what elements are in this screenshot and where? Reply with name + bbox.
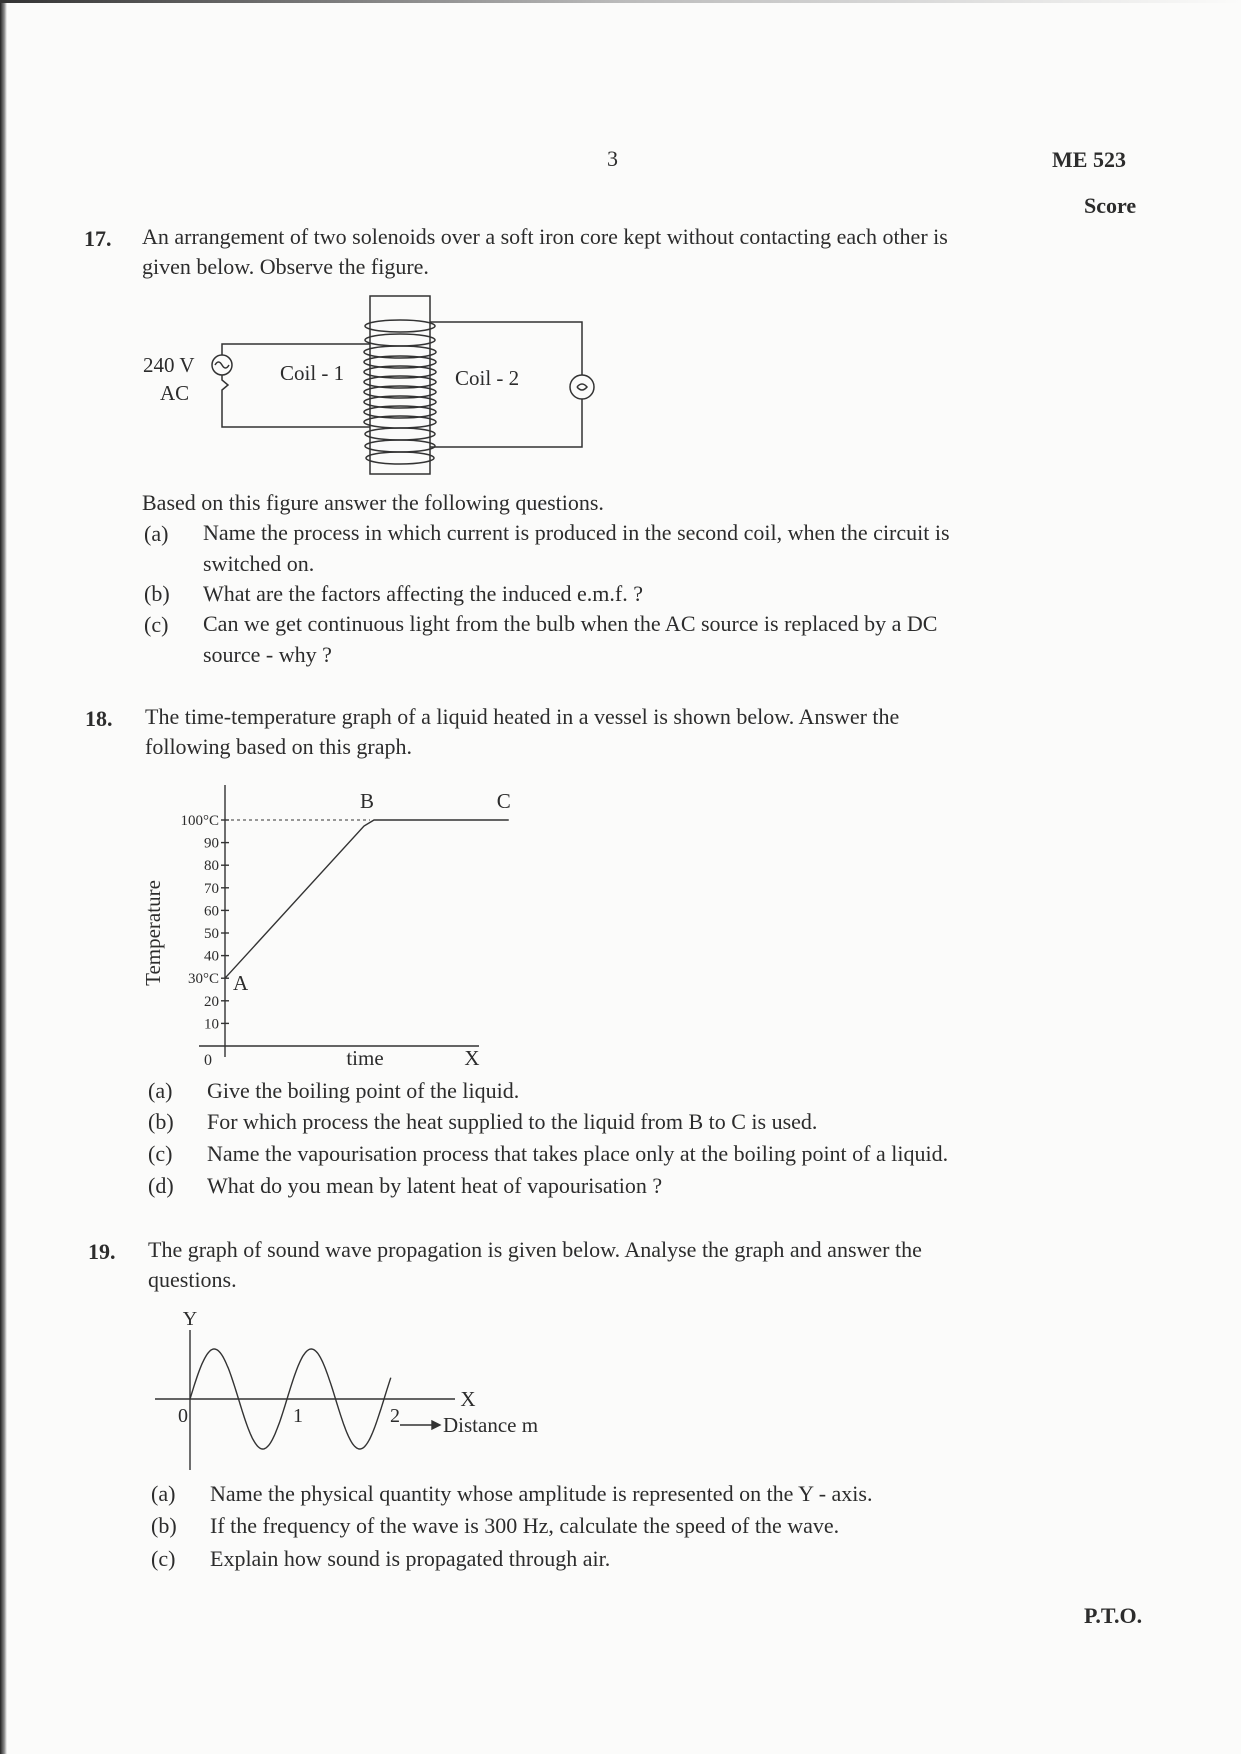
coil2-label: Coil - 2 — [455, 366, 520, 390]
source-type-label: AC — [160, 381, 190, 405]
x-tick-2: 2 — [390, 1405, 400, 1427]
q17c-label: (c) — [144, 612, 169, 637]
scan-edge — [0, 0, 7, 1754]
q19b-label: (b) — [151, 1513, 177, 1538]
arrow-head — [432, 1421, 440, 1429]
q17-text-line2: given below. Observe the figure. — [142, 254, 429, 279]
q19a-text: Name the physical quantity whose amplitude is represented on the Y - axis. — [210, 1481, 873, 1506]
q18c-label: (c) — [148, 1141, 173, 1166]
q18-text-line2: following based on this graph. — [145, 734, 413, 759]
coil1-wire — [222, 344, 370, 355]
paper-code: ME 523 — [1052, 147, 1126, 172]
q18a-label: (a) — [148, 1078, 173, 1103]
x-axis-letter: X — [460, 1387, 476, 1411]
point-label-B: B — [360, 789, 375, 813]
x-axis-letter: X — [464, 1046, 480, 1070]
y-axis-label: Temperature — [141, 880, 165, 986]
solenoid-figure — [140, 290, 620, 475]
q18b-label: (b) — [148, 1109, 174, 1134]
y-tick-label: 100°C — [180, 813, 219, 829]
score-label: Score — [1084, 193, 1137, 218]
q18-text-line1: The time-temperature graph of a liquid heated in a vessel is shown below. Answer the — [145, 704, 900, 729]
q17c-line1: Can we get continuous light from the bulb when the AC source is replaced by a DC — [203, 611, 938, 636]
x-axis-label: Distance m — [443, 1413, 539, 1437]
source-voltage-label: 240 V — [143, 353, 195, 377]
q19c-label: (c) — [151, 1546, 176, 1571]
q18d-text: What do you mean by latent heat of vapourisation ? — [207, 1173, 663, 1198]
q19b-text: If the frequency of the wave is 300 Hz, calculate the speed of the wave. — [210, 1513, 840, 1538]
q17b-text: What are the factors affecting the induced e.m.f. ? — [203, 581, 643, 606]
point-label-C: C — [496, 789, 511, 813]
question-number-18: 18. — [85, 706, 113, 731]
q17a-label: (a) — [144, 521, 169, 546]
q17c-line2: source - why ? — [203, 642, 332, 667]
sound-wave-graph — [150, 1305, 570, 1480]
y-tick-label: 80 — [204, 858, 219, 875]
q17a-line2: switched on. — [203, 551, 315, 576]
y-tick-label: 10 — [204, 1016, 219, 1033]
q17-text-line1: An arrangement of two solenoids over a soft iron core kept without contacting each other is — [142, 224, 948, 249]
y-axis-letter: Y — [182, 1308, 198, 1330]
temperature-curve — [225, 820, 509, 978]
x-tick-1: 1 — [293, 1405, 303, 1427]
q18b-text: For which process the heat supplied to the liquid from B to C is used. — [207, 1109, 818, 1134]
question-number-17: 17. — [84, 226, 112, 251]
q18d-label: (d) — [148, 1173, 174, 1198]
question-number-19: 19. — [88, 1239, 116, 1264]
y-tick-label: 90 — [204, 835, 219, 852]
coil2-wire-bottom — [430, 399, 582, 447]
origin-label: 0 — [204, 1052, 212, 1069]
time-temperature-graph — [140, 785, 511, 1075]
x-axis-label: time — [346, 1046, 384, 1070]
y-tick-label: 50 — [204, 926, 219, 942]
point-label-A: A — [233, 971, 249, 996]
q17a-line1: Name the process in which current is produced in the second coil, when the circuit is — [203, 520, 950, 545]
bulb-icon — [570, 375, 594, 399]
y-tick-label: 70 — [204, 880, 219, 897]
coil1-label: Coil - 1 — [280, 361, 345, 385]
y-tick-label: 30°C — [187, 971, 219, 988]
q19a-label: (a) — [151, 1481, 176, 1506]
q18a-text: Give the boiling point of the liquid. — [207, 1078, 520, 1103]
q18c-text: Name the vapourisation process that takes place only at the boiling point of a liquid. — [207, 1141, 949, 1166]
page-number: 3 — [607, 146, 618, 171]
x-tick-0: 0 — [178, 1405, 188, 1427]
pto-label: P.T.O. — [1084, 1603, 1143, 1628]
y-tick-label: 60 — [204, 903, 219, 920]
q19-text-line2: questions. — [148, 1267, 237, 1292]
q19-text-line1: The graph of sound wave propagation is given below. Analyse the graph and answer the — [148, 1237, 922, 1262]
q19c-text: Explain how sound is propagated through air. — [210, 1546, 611, 1571]
y-tick-label: 20 — [204, 993, 219, 1010]
q17b-label: (b) — [144, 581, 170, 606]
q17-intro: Based on this figure answer the following questions. — [142, 490, 604, 515]
y-tick-label: 40 — [204, 948, 219, 965]
coil-windings — [364, 320, 436, 464]
soft-iron-core — [370, 296, 430, 474]
scan-top-edge — [0, 0, 1241, 3]
